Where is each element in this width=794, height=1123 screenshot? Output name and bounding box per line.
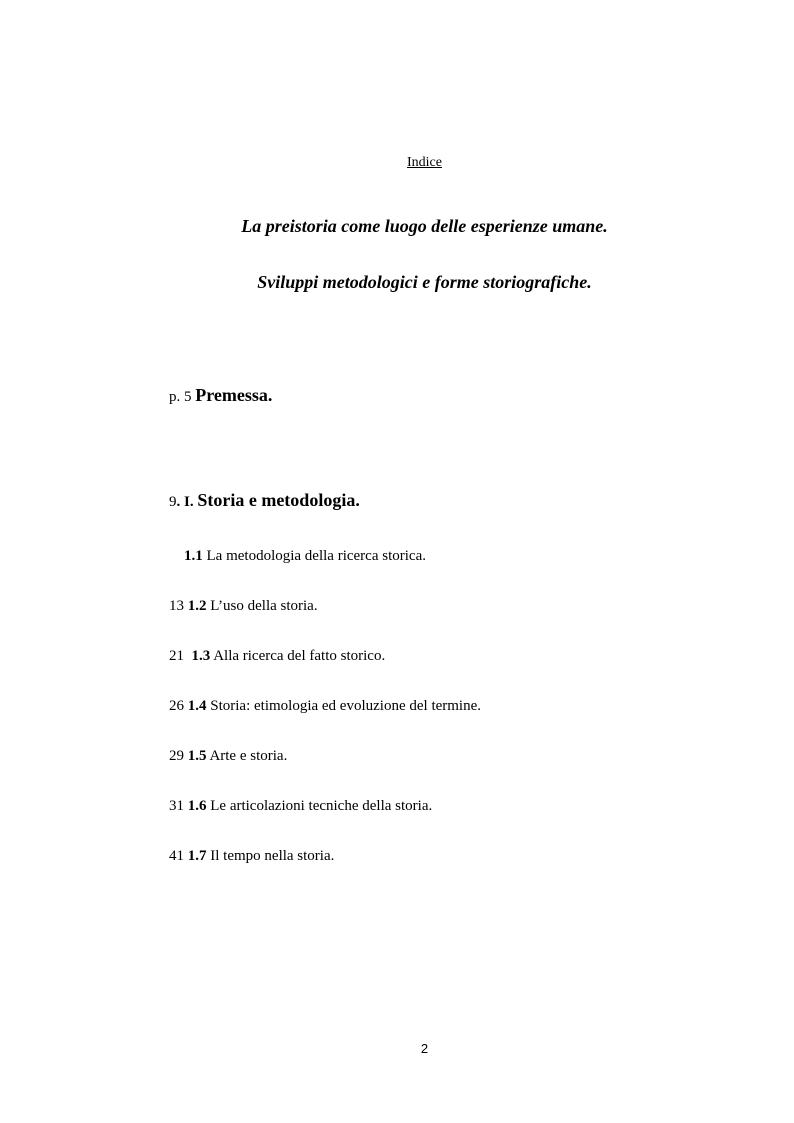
toc-page-ref: 26 [169,698,184,714]
toc-page-ref: p. 5 [169,389,192,405]
toc-premessa [169,385,272,406]
toc-entry [169,848,334,865]
toc-entry-text: Il tempo nella storia. [210,848,335,864]
toc-page-ref: 9 [169,494,177,510]
toc-chapter-roman: . I. [176,494,194,510]
toc-entry-text: Alla ricerca del fatto storico. [213,648,386,664]
toc-entry-number: 1.2 [187,598,207,614]
toc-section-heading: Premessa. [195,385,273,405]
toc-entry [169,698,481,715]
toc-entry-text: Storia: etimologia ed evoluzione del termine. [210,698,482,714]
toc-entry-text: Arte e storia. [209,748,288,764]
toc-entry [169,748,287,765]
toc-entry-text: L’uso della storia. [210,598,318,614]
toc-page-ref: 41 [169,848,184,864]
toc-entry-text: Le articolazioni tecniche della storia. [210,798,433,814]
toc-chapter-1 [169,490,360,511]
toc-entry [169,548,426,565]
toc-entry-number: 1.3 [191,648,211,664]
toc-entry-text: La metodologia della ricerca storica. [206,548,426,564]
toc-entry-number: 1.5 [187,748,207,764]
toc-entry-number: 1.7 [187,848,207,864]
toc-entry [169,598,318,615]
toc-entry [169,798,432,815]
toc-chapter-heading: Storia e metodologia. [197,490,360,510]
toc-entry [169,648,385,665]
toc-entry-number: 1.6 [187,798,207,814]
document-title-line-1: La preistoria come luogo delle esperienze umane. [241,216,608,236]
toc-page-ref: 21 [169,648,184,664]
toc-page-ref: 29 [169,748,184,764]
toc-entry-number: 1.4 [187,698,207,714]
index-heading: Indice [407,155,442,170]
toc-entry-number: 1.1 [184,548,203,564]
page-number: 2 [420,1041,429,1056]
document-title-line-2: Sviluppi metodologici e forme storiografiche. [257,272,592,292]
toc-page-ref: 31 [169,798,184,814]
toc-page-ref: 13 [169,598,184,614]
